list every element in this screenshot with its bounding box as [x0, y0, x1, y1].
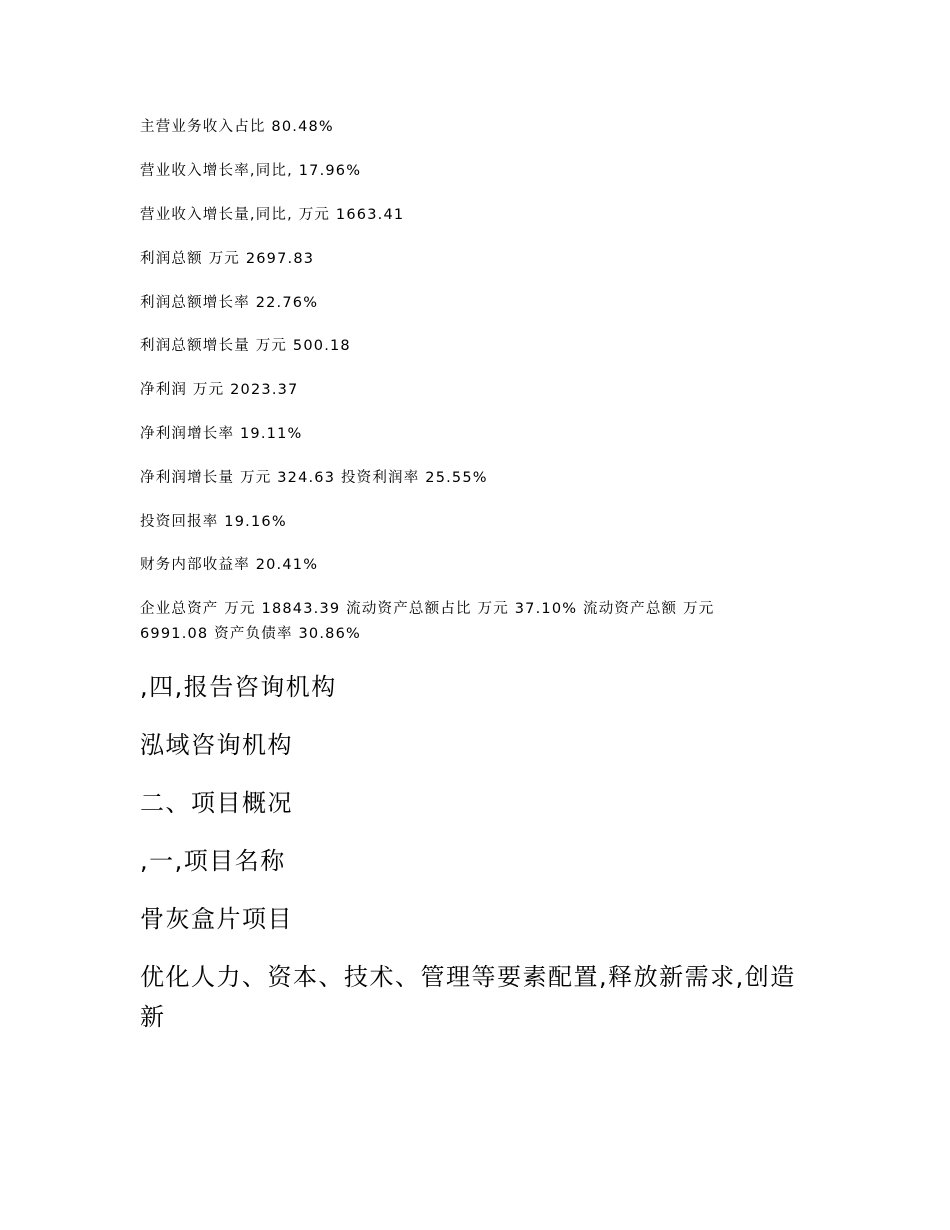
consulting-agency-name: 泓域咨询机构 — [140, 731, 293, 759]
indicator-return-on-investment: 投资回报率 19.16% — [140, 514, 287, 530]
chapter-heading-overview: 二、项目概况 — [140, 789, 293, 817]
indicator-net-profit: 净利润 万元 2023.37 — [140, 382, 299, 398]
indicator-revenue-growth-rate: 营业收入增长率,同比, 17.96% — [140, 163, 362, 179]
section-heading-project-name: ,一,项目名称 — [140, 847, 286, 875]
indicator-revenue-growth-amount: 营业收入增长量,同比, 万元 1663.41 — [140, 207, 405, 223]
indicator-total-profit: 利润总额 万元 2697.83 — [140, 251, 315, 267]
indicator-main-business-ratio: 主营业务收入占比 80.48% — [140, 119, 334, 135]
project-name: 骨灰盒片项目 — [140, 905, 293, 933]
indicator-internal-rate-of-return: 财务内部收益率 20.41% — [140, 557, 319, 573]
section-heading-consulting: ,四,报告咨询机构 — [140, 673, 337, 701]
indicator-total-profit-growth-amount: 利润总额增长量 万元 500.18 — [140, 338, 351, 354]
indicator-assets-line: 企业总资产 万元 18843.39 流动资产总额占比 万元 37.10% 流动资产总额 万元 6991.08 资产负债率 30.86% — [140, 601, 715, 642]
indicator-total-profit-growth-rate: 利润总额增长率 22.76% — [140, 295, 319, 311]
body-paragraph: 优化人力、资本、技术、管理等要素配置,释放新需求,创造新 — [140, 963, 796, 1031]
indicator-net-profit-growth-amount: 净利润增长量 万元 324.63 投资利润率 25.55% — [140, 470, 488, 486]
indicator-net-profit-growth-rate: 净利润增长率 19.11% — [140, 426, 303, 442]
